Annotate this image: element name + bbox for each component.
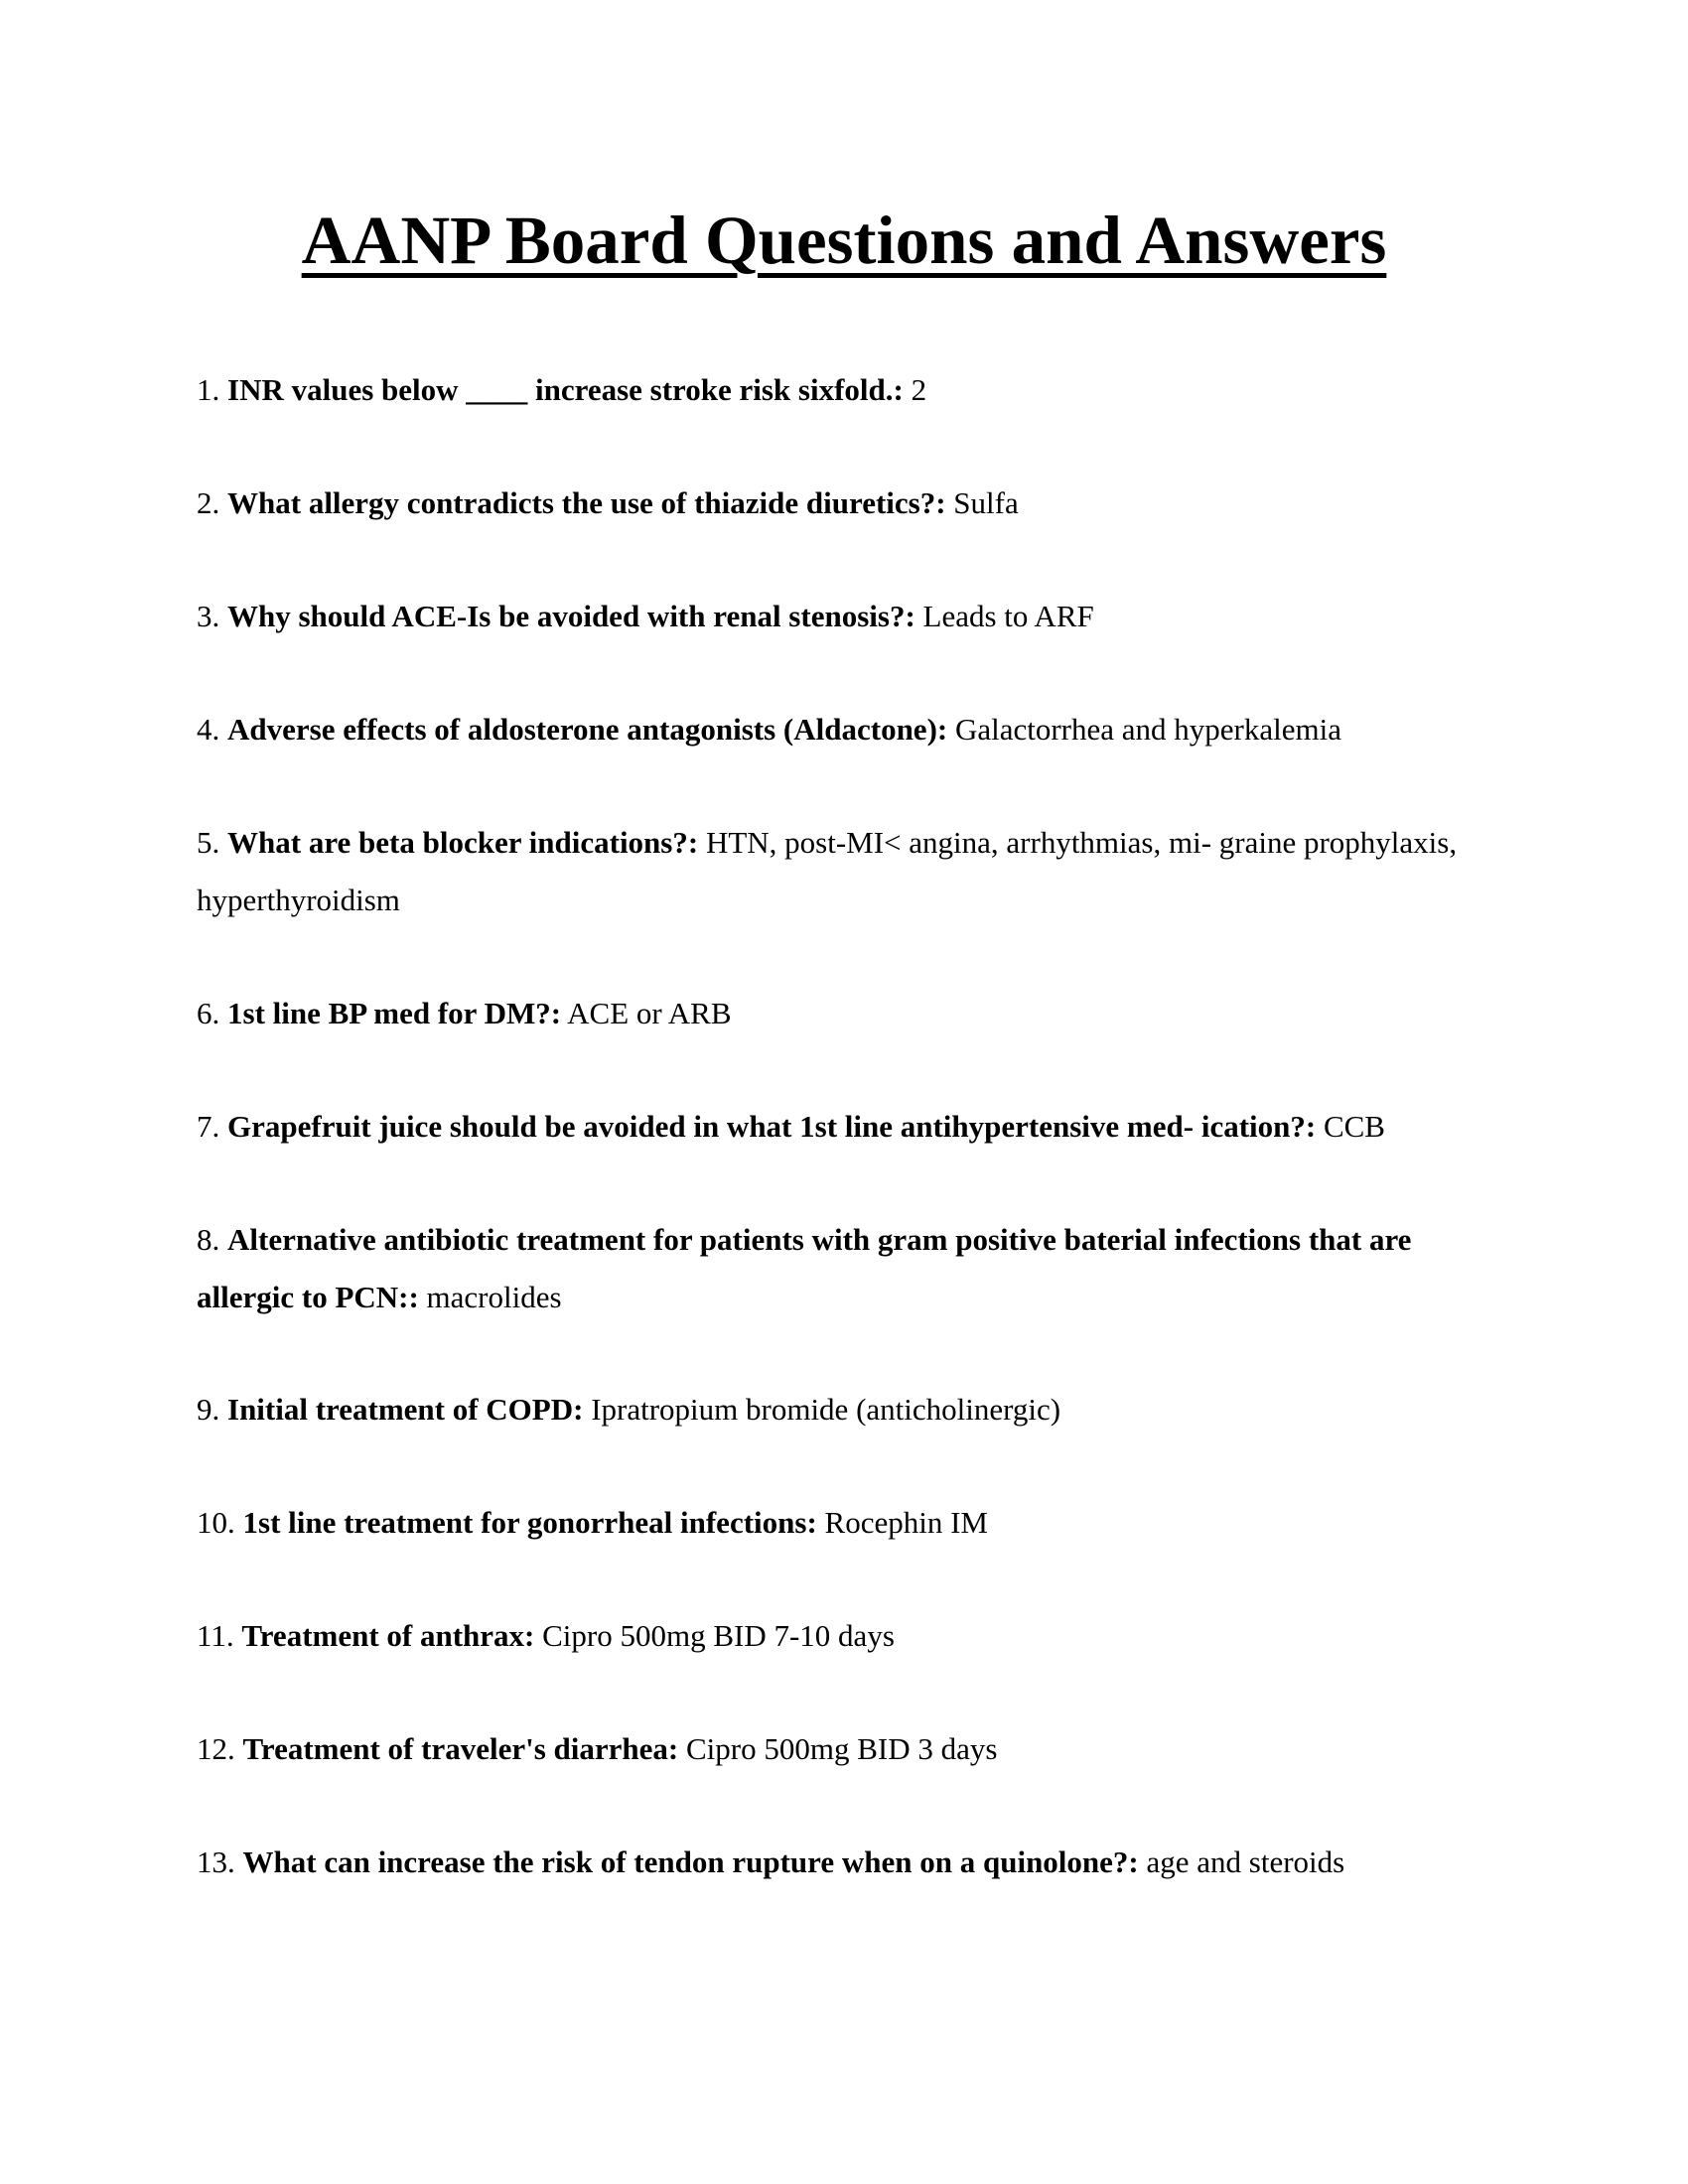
answer-text: Cipro 500mg BID 7-10 days	[542, 1618, 895, 1653]
item-number: 8.	[197, 1222, 220, 1257]
question-text: What allergy contradicts the use of thiazide diuretics?:	[227, 485, 946, 520]
qa-item	[197, 1098, 1487, 1156]
qa-item	[197, 985, 1487, 1042]
item-number: 1.	[197, 372, 220, 407]
answer-text: Cipro 500mg BID 3 days	[685, 1731, 998, 1766]
item-number: 13.	[197, 1844, 235, 1879]
page-title	[0, 195, 1688, 286]
qa-item	[197, 588, 1487, 645]
question-text: What are beta blocker indications?:	[227, 825, 699, 860]
answer-text: CCB	[1323, 1109, 1385, 1144]
qa-item	[197, 814, 1487, 929]
question-text: Grapefruit juice should be avoided in what 1st line antihypertensive med- ication?:	[227, 1109, 1317, 1144]
qa-item	[197, 1834, 1487, 1891]
item-number: 2.	[197, 485, 220, 520]
question-text: Alternative antibiotic treatment for patients with gram positive baterial infections that are allergic to PCN::	[197, 1222, 1412, 1314]
item-number: 9.	[197, 1392, 220, 1427]
item-number: 12.	[197, 1731, 235, 1766]
question-text: Treatment of traveler's diarrhea:	[242, 1731, 679, 1766]
question-text: INR values below ____ increase stroke risk sixfold.:	[227, 372, 904, 407]
answer-text: Rocephin IM	[824, 1505, 988, 1540]
answer-text: age and steroids	[1146, 1844, 1345, 1879]
page-title-text: AANP Board Questions and Answers	[301, 203, 1387, 278]
item-number: 11.	[197, 1618, 234, 1653]
item-number: 4.	[197, 712, 220, 747]
answer-text: Galactorrhea and hyperkalemia	[954, 712, 1341, 747]
qa-item	[197, 701, 1487, 758]
qa-item	[197, 1211, 1487, 1326]
answer-text: 2	[911, 372, 927, 407]
question-text: What can increase the risk of tendon rupture when on a quinolone?:	[242, 1844, 1139, 1879]
answer-text: HTN, post-MI< angina, arrhythmias, mi- graine prophylaxis, hyperthyroidism	[197, 825, 1458, 917]
question-text: Initial treatment of COPD:	[227, 1392, 584, 1427]
item-number: 7.	[197, 1109, 220, 1144]
qa-item	[197, 1720, 1487, 1778]
answer-text: Ipratropium bromide (anticholinergic)	[591, 1392, 1061, 1427]
answer-text: macrolides	[426, 1280, 562, 1314]
qa-item	[197, 475, 1487, 532]
item-number: 3.	[197, 599, 220, 633]
question-text: 1st line treatment for gonorrheal infections:	[242, 1505, 817, 1540]
answer-text: Sulfa	[953, 485, 1019, 520]
question-text: Adverse effects of aldosterone antagonists (Aldactone):	[227, 712, 948, 747]
item-number: 6.	[197, 996, 220, 1030]
qa-item	[197, 1607, 1487, 1665]
qa-item	[197, 1494, 1487, 1552]
question-text: Treatment of anthrax:	[241, 1618, 535, 1653]
answer-text: ACE or ARB	[567, 996, 732, 1030]
item-number: 5.	[197, 825, 220, 860]
question-text: 1st line BP med for DM?:	[227, 996, 562, 1030]
answer-text: Leads to ARF	[922, 599, 1094, 633]
qa-item	[197, 361, 1487, 419]
question-text: Why should ACE-Is be avoided with renal stenosis?:	[227, 599, 915, 633]
item-number: 10.	[197, 1505, 235, 1540]
qa-item	[197, 1381, 1487, 1438]
